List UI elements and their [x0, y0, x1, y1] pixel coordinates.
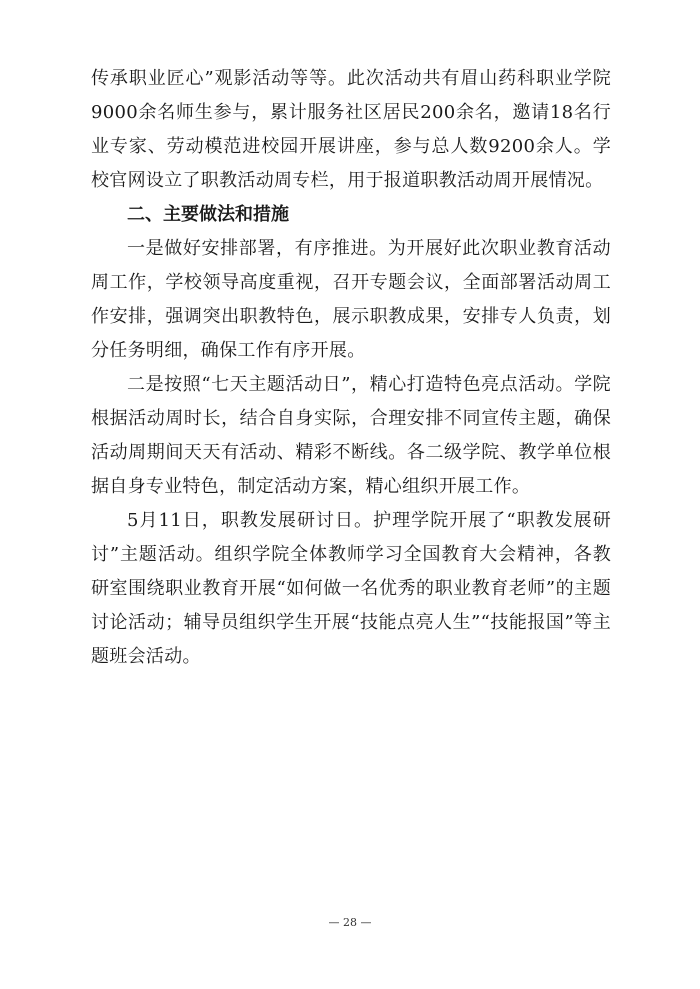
paragraph-activity-summary: 传承职业匠心”观影活动等等。此次活动共有眉山药科职业学院9000余名师生参与，累计服务社区居民200余名，邀请18名行业专家、劳动模范进校园开展讲座，参与总人数9200余人。学校官网设立了职教活动周专栏，用于报道职教活动周开展情况。 [91, 68, 611, 191]
paragraph-may-11: 5月11日，职教发展研讨日。护理学院开展了“职教发展研讨”主题活动。组织学院全体教师学习全国教育大会精神，各教研室围绕职业教育开展“如何做一名优秀的职业教育老师”的主题讨论活动；辅导员组织学生开展“技能点亮人生”“技能报国”等主题班会活动。 [91, 510, 611, 667]
paragraph-theme-days: 二是按照“七天主题活动日”，精心打造特色亮点活动。学院根据活动周时长，结合自身实际，合理安排不同宣传主题，确保活动周期间天天有活动、精彩不断线。各二级学院、教学单位根据自身专业特色，制定活动方案，精心组织开展工作。 [91, 374, 611, 497]
paragraph-deployment: 一是做好安排部署，有序推进。为开展好此次职业教育活动周工作，学校领导高度重视，召开专题会议，全面部署活动周工作安排，强调突出职教特色，展示职教成果，安排专人负责，划分任务明细，确保工作有序开展。 [91, 238, 611, 361]
document-body [91, 62, 611, 674]
page-number: — 28 — [328, 916, 372, 929]
section-heading: 二、主要做法和措施 [127, 204, 289, 225]
